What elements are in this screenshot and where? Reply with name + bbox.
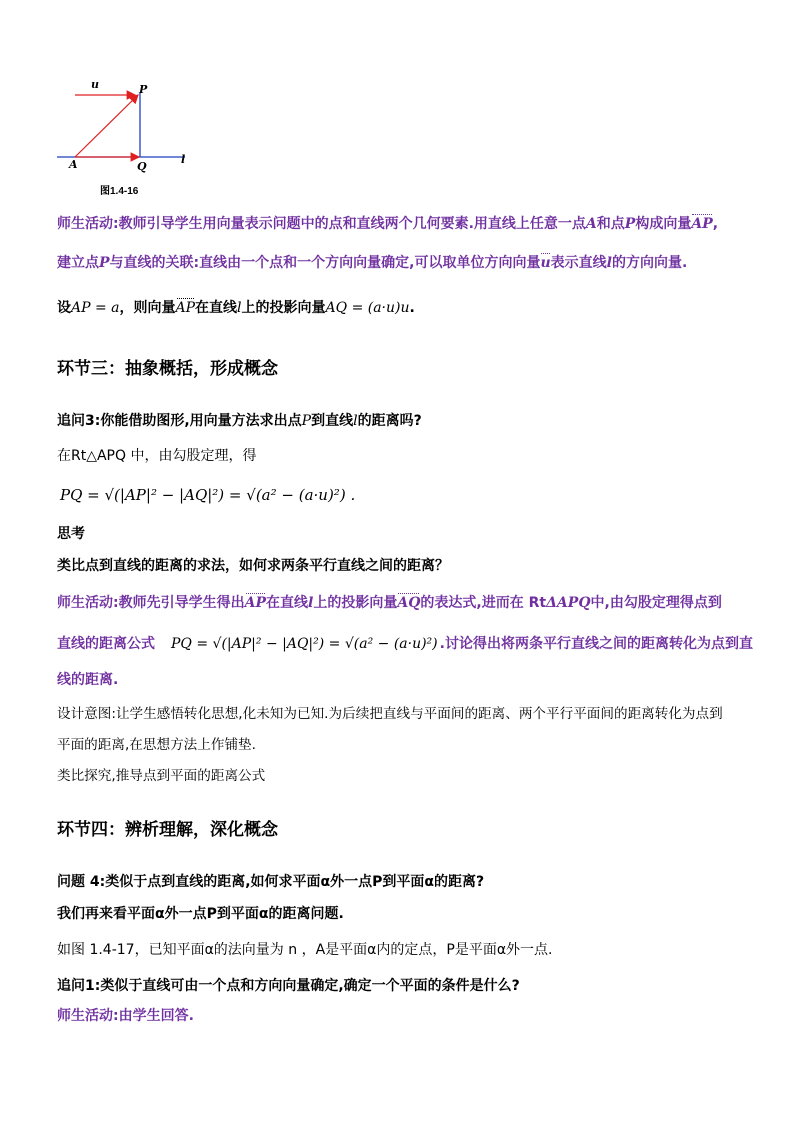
text: 与直线的关联:直线由一个点和一个方向向量确定,可以取单位方向向量 [109, 255, 541, 271]
design-intent-line-1: 设计意图:让学生感悟转化思想,化未知为已知.为后续把直线与平面间的距离、两个平行平面间的距离转化为点到 [57, 706, 723, 722]
point-A: A [585, 216, 597, 232]
triangle-APQ: ΔAPQ [546, 595, 591, 611]
question-4: 问题 4:类似于点到直线的距离,如何求平面α外一点P到平面α的距离? [57, 874, 485, 890]
text: .讨论得出将两条平行直线之间的距离转化为点到直 [439, 636, 753, 652]
paragraph-teacher-activity-2 [57, 252, 687, 272]
text: 在直线 [266, 595, 308, 611]
label-Q: Q [137, 160, 147, 173]
text: 师生活动:教师引导学生用向量表示问题中的点和直线两个几何要素.用直线上任意一点 [57, 216, 586, 232]
analogy-question: 类比点到直线的距离的求法，如何求两条平行直线之间的距离？ [57, 558, 449, 574]
figure-1-4-16 [55, 75, 205, 200]
line-l-symbol: l [353, 413, 358, 429]
line-l-symbol: l [237, 300, 242, 316]
text: 的表达式,进而在 Rt [420, 595, 547, 611]
text: 构成向量 [635, 216, 692, 232]
text: 表示直线 [550, 255, 607, 271]
equation-aq: AQ = (a·u)u [325, 300, 410, 316]
text: 上的投影向量 [313, 595, 398, 611]
vector-AP: AP [175, 300, 196, 316]
text: 在直线 [195, 300, 238, 316]
label-P: P [139, 83, 148, 96]
point-P: P [99, 255, 110, 271]
equation-ap: AP = a [71, 300, 120, 316]
text: 上的投影向量 [241, 300, 326, 316]
line-l-symbol: l [308, 595, 314, 611]
question-5: 追问1:类似于直线可由一个点和方向向量确定,确定一个平面的条件是什么? [57, 978, 520, 994]
text: 的方向向量. [611, 255, 688, 271]
label-A: A [69, 158, 78, 171]
think-label: 思考 [57, 526, 85, 542]
text: 的距离吗? [357, 413, 422, 429]
text: . [409, 300, 415, 316]
text: , [712, 216, 719, 232]
text: ，则向量 [119, 300, 176, 316]
line-l-symbol: l [606, 255, 612, 271]
paragraph-teacher-activity-4 [57, 633, 753, 653]
text: 设 [57, 300, 71, 316]
point-P: P [624, 216, 636, 232]
question-3 [57, 410, 422, 430]
vector-AP: AP [691, 216, 713, 232]
text: 直线的距离公式 [57, 636, 155, 652]
teacher-activity-answer: 师生活动:由学生回答. [57, 1008, 194, 1024]
analogy-explore: 类比探究,推导点到平面的距离公式 [57, 768, 266, 784]
figure-caption: 图1.4-16 [100, 186, 139, 197]
text: 和点 [596, 216, 625, 232]
question-4-followup: 我们再来看平面α外一点P到平面α的距离问题. [57, 906, 344, 922]
text: 中,由勾股定理得点到 [590, 595, 722, 611]
paragraph-teacher-activity-1 [57, 213, 718, 233]
text: 到直线 [311, 413, 354, 429]
vector-AQ: AQ [397, 595, 421, 611]
distance-formula-1: PQ = √(|AP|² − |AQ|²) = √(a² − (a·u)²) . [60, 486, 356, 504]
text: 师生活动:教师先引导学生得出 [57, 595, 245, 611]
text: 追问3:你能借助图形,用向量方法求出点 [57, 413, 302, 429]
vector-AP: AP [244, 595, 266, 611]
paragraph-projection [57, 297, 415, 317]
figure-1-4-17-statement: 如图 1.4-17，已知平面α的法向量为 n ，A是平面α内的定点，P是平面α外一点. [57, 942, 553, 958]
label-u: u [91, 78, 99, 91]
design-intent-line-2: 平面的距离,在思想方法上作铺垫. [57, 737, 256, 753]
vector-u: u [540, 255, 551, 271]
vector-ap-arrow [75, 95, 138, 157]
point-P: P [301, 413, 312, 429]
paragraph-teacher-activity-3 [57, 592, 722, 612]
distance-formula-2: PQ = √(|AP|² − |AQ|²) = √(a² − (a·u)²) [171, 636, 438, 652]
label-l: l [181, 153, 186, 166]
text: 建立点 [57, 255, 99, 271]
paragraph-teacher-activity-5: 线的距离. [57, 672, 119, 688]
section-heading-4: 环节四：辨析理解，深化概念 [57, 820, 278, 840]
right-triangle-statement: 在Rt△APQ 中，由勾股定理，得 [57, 448, 257, 464]
section-heading-3: 环节三：抽象概括，形成概念 [57, 359, 278, 379]
